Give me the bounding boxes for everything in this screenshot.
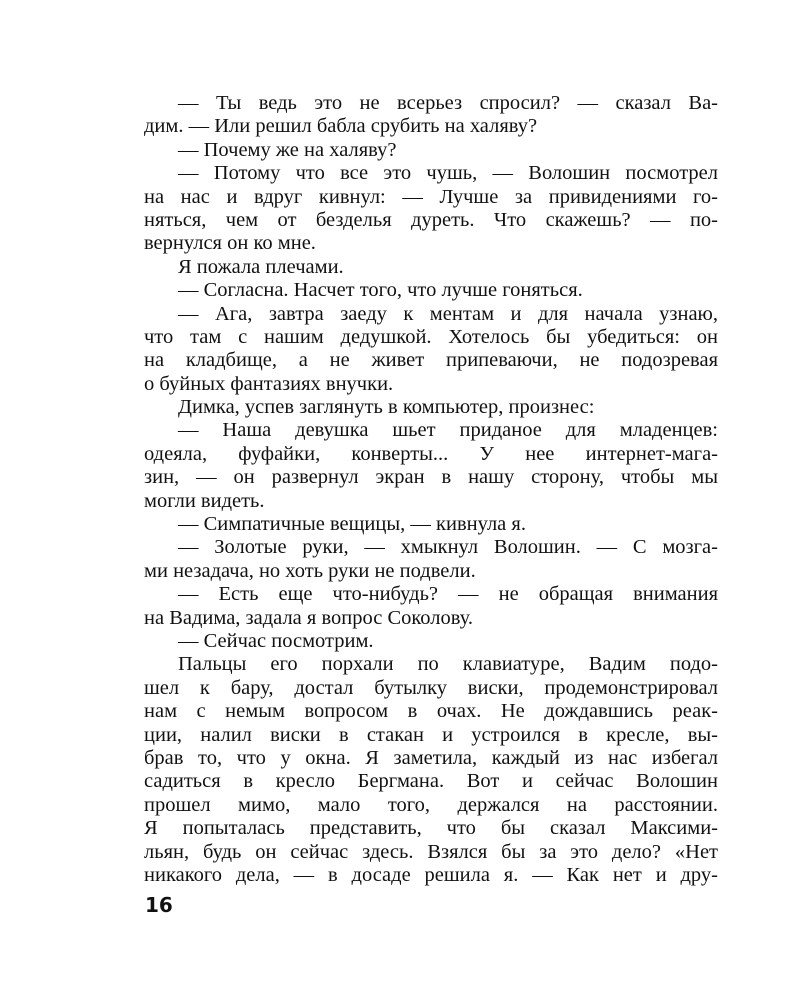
text-line: дим. — Или решил бабла срубить на халяву? — [144, 115, 538, 138]
text-line: — Ты ведь это не всерьез спросил? — сказал Ва- — [178, 92, 718, 114]
text-line: ми незадача, но хоть руки не подвели. — [144, 559, 476, 582]
text-line: о буйных фантазиях внучки. — [144, 372, 394, 395]
text-line: одеяла, фуфайки, конверты... У нее интернет-мага- — [144, 442, 718, 465]
text-line: садиться в кресло Бергмана. Вот и сейчас Волошин — [144, 770, 718, 793]
text-line: Я попыталась представить, что бы сказал Максими- — [144, 817, 718, 840]
text-line: — Золотые руки, — хмыкнул Волошин. — С мозга- — [178, 536, 718, 559]
text-line: что там с нашим дедушкой. Хотелось бы убедиться: он — [144, 325, 718, 348]
text-line: прошел мимо, мало того, держался на расстоянии. — [144, 793, 718, 816]
text-line: — Наша девушка шьет приданое для младенцев: — [178, 419, 718, 442]
text-line: — Сейчас посмотрим. — [178, 629, 374, 652]
text-line: Пальцы его порхали по клавиатуре, Вадим подо- — [178, 653, 718, 676]
text-line: брав то, что у окна. Я заметила, каждый из нас избегал — [144, 746, 718, 769]
text-line: шел к бару, достал бутылку виски, продемонстрировал — [144, 676, 718, 699]
text-line: — Симпатичные вещицы, — кивнула я. — [178, 513, 526, 536]
text-line: на кладбище, а не живет припеваючи, не подозревая — [144, 349, 718, 372]
text-line: Димка, успев заглянуть в компьютер, произнес: — [178, 396, 595, 419]
text-line: — Потому что все это чушь, — Волошин посмотрел — [178, 162, 718, 185]
text-line: вернулся он ко мне. — [144, 232, 316, 255]
text-line: — Согласна. Насчет того, что лучше гоняться. — [178, 279, 583, 302]
text-line: на нас и вдруг кивнул: — Лучше за привидениями го- — [144, 185, 718, 208]
text-line: могли видеть. — [144, 489, 265, 512]
text-line: на Вадима, задала я вопрос Соколову. — [144, 606, 474, 629]
text-line: няться, чем от безделья дуреть. Что скажешь? — по- — [144, 208, 718, 231]
text-line: — Почему же на халяву? — [178, 138, 397, 161]
page-number: 16 — [145, 893, 173, 917]
text-line: — Ага, завтра заеду к ментам и для начала узнаю, — [178, 302, 718, 325]
text-line: зин, — он развернул экран в нашу сторону, чтобы мы — [144, 466, 718, 489]
text-line: нам с немым вопросом в очах. Не дождавшись реак- — [144, 700, 718, 723]
text-line: льян, будь он сейчас здесь. Взялся бы за это дело? «Нет — [144, 840, 718, 863]
text-line: Я пожала плечами. — [178, 255, 344, 278]
text-line: — Есть еще что-нибудь? — не обращая внимания — [178, 583, 718, 606]
text-line: никакого дела, — в досаде решила я. — Как нет и дру- — [144, 863, 718, 886]
text-line: ции, налил виски в стакан и устроился в кресле, вы- — [144, 723, 718, 746]
body-text — [144, 92, 718, 887]
